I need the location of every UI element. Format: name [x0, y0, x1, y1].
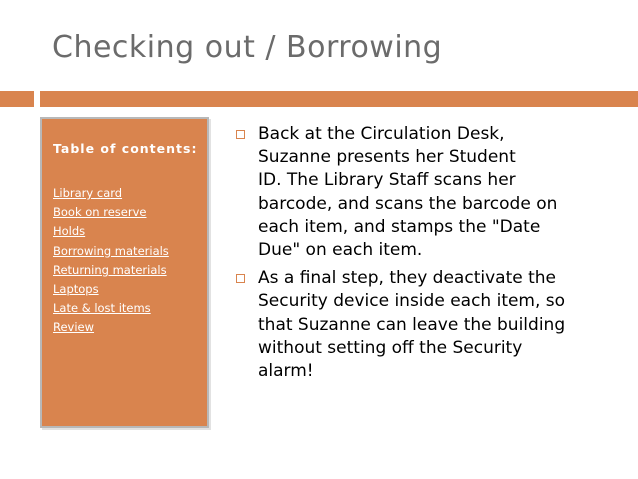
square-bullet-icon — [236, 130, 245, 139]
toc-link-returning-materials[interactable]: Returning materials — [53, 262, 167, 277]
bullet-item — [236, 267, 631, 383]
bullet-text: As a final step, they deactivate the Security device inside each item, so that Suzanne can leave the building without setting off the Security alarm! — [258, 268, 566, 382]
slide-title: Checking out / Borrowing — [52, 30, 443, 65]
toc-link-review[interactable]: Review — [53, 320, 95, 335]
title-rule — [40, 91, 638, 107]
toc-link-library-card[interactable]: Library card — [53, 186, 123, 200]
toc-link-borrowing-materials[interactable]: Borrowing materials — [53, 243, 169, 258]
toc-link-laptops[interactable]: Laptops — [53, 282, 99, 297]
title-rule-accent — [0, 91, 34, 107]
toc-link-late-lost-items[interactable]: Late & lost items — [53, 301, 151, 316]
bullet-text: Back at the Circulation Desk, Suzanne presents her Student ID. The Library Staff scans her barcode, and scans the barcode on each item, and stamps the "Date Due" on each item. — [258, 124, 558, 261]
table-of-contents-panel — [40, 117, 209, 428]
bullet-item — [236, 123, 631, 262]
bullet-list — [236, 123, 631, 388]
toc-link-book-on-reserve[interactable]: Book on reserve — [53, 205, 147, 220]
toc-heading: Table of contents: — [53, 141, 198, 156]
square-bullet-icon — [236, 274, 245, 283]
toc-list — [53, 184, 169, 338]
toc-link-holds[interactable]: Holds — [53, 224, 86, 239]
